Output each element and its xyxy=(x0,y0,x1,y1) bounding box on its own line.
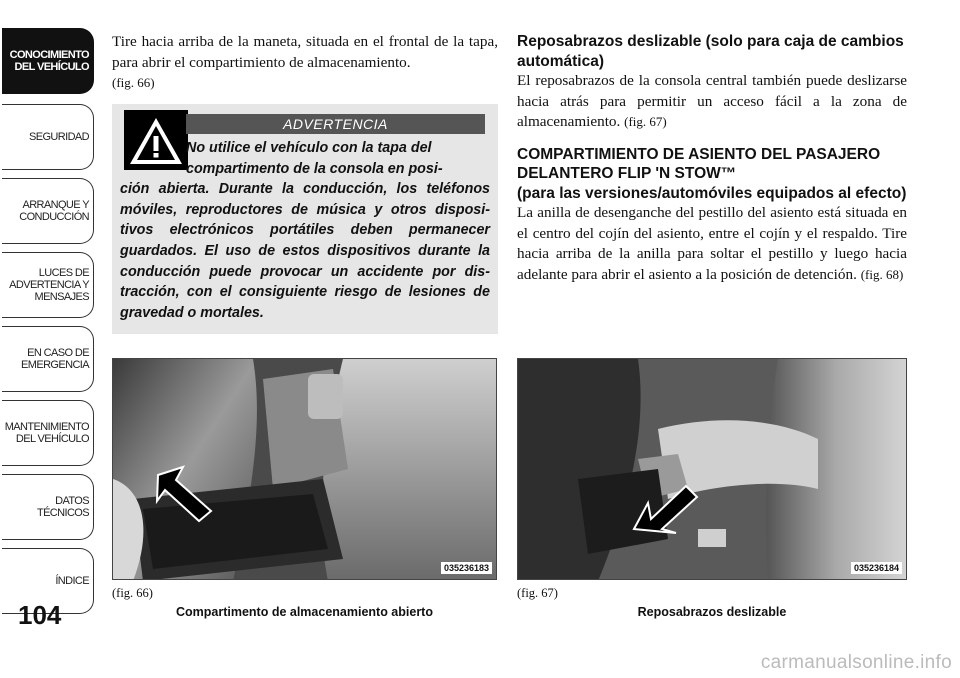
left-column xyxy=(112,32,498,94)
tab-en-caso-de-emergencia[interactable]: EN CASO DE EMERGENCIA xyxy=(2,326,94,392)
flip-n-stow-paragraph xyxy=(517,203,907,285)
armrest-figref[interactable]: (fig. 67) xyxy=(624,114,667,129)
figure-66-photo xyxy=(112,358,497,580)
tab-indice[interactable]: ÍNDICE xyxy=(2,548,94,614)
right-column xyxy=(517,32,907,285)
warning-text xyxy=(120,138,490,323)
tab-datos-tecnicos[interactable]: DATOS TÉCNICOS xyxy=(2,474,94,540)
figure-67-photo xyxy=(517,358,907,580)
figure-67-ref: (fig. 67) xyxy=(517,586,558,600)
flip-n-stow-subheading: (para las versiones/automóviles equipados al efecto) xyxy=(517,184,907,202)
figure-67-caption: Reposabrazos deslizable xyxy=(637,605,787,619)
page-number: 104 xyxy=(18,600,62,630)
site-watermark: carmanualsonline.info xyxy=(760,652,952,673)
warning-line-2: compartimento de la consola en posi- xyxy=(186,160,443,177)
warning-line-1: No utilice el vehículo con la tapa del xyxy=(186,140,432,156)
armrest-paragraph xyxy=(517,71,907,133)
tab-arranque-y-conduccion[interactable]: ARRANQUE Y CONDUCCIÓN xyxy=(2,178,94,244)
warning-box xyxy=(112,104,498,334)
armrest-subheading: Reposabrazos deslizable (solo para caja de cambios automática) xyxy=(517,33,904,70)
figure-66-ref: (fig. 66) xyxy=(112,586,153,600)
intro-figref[interactable]: (fig. 66) xyxy=(112,75,155,90)
warning-line-rest: ción abierta. Durante la conducción, los teléfonos móviles, reproductores de música y otros disposi-tivos electrónicos portátiles deben permanecer guardados. El uso de estos dispositivos durante la conducción puede provocar un accidente por dis-tracción, con el consiguiente riesgo de lesiones de gravedad o mortales. xyxy=(120,181,490,321)
tab-seguridad[interactable]: SEGURIDAD xyxy=(2,104,94,170)
intro-text: Tire hacia arriba de la maneta, situada en el frontal de la tapa, para abrir el compartimiento de almacenamiento. xyxy=(112,33,498,71)
figure-66-code: 035236183 xyxy=(441,562,492,574)
warning-title: ADVERTENCIA xyxy=(186,114,485,134)
tab-conocimiento-del-vehiculo[interactable]: CONOCIMIENTO DEL VEHÍCULO xyxy=(2,28,94,94)
flip-n-stow-figref[interactable]: (fig. 68) xyxy=(860,266,904,282)
tab-luces-de-advertencia[interactable]: LUCES DE ADVERTENCIA Y MENSAJES xyxy=(2,252,94,318)
armrest-text: El reposabrazos de la consola central también puede deslizarse hacia atrás para permitir un acceso fácil a la zona de almacenamiento. xyxy=(517,72,907,130)
figure-66-caption: Compartimento de almacenamiento abierto xyxy=(175,605,433,619)
flip-n-stow-heading: COMPARTIMIENTO DE ASIENTO DEL PASAJERO DELANTERO FLIP 'N STOW™ xyxy=(517,145,881,182)
intro-paragraph xyxy=(112,32,498,94)
figure-67-code: 035236184 xyxy=(851,562,902,574)
flip-n-stow-text: La anilla de desenganche del pestillo del asiento está situada en el centro del cojín del asiento, entre el cojín y el respaldo. Tire hacia arriba de la anilla para soltar el pestillo y luego hacia adelante para abrir el asiento a la posición de detención. xyxy=(517,204,907,283)
tab-mantenimiento[interactable]: MANTENIMIENTO DEL VEHÍCULO xyxy=(2,400,94,466)
